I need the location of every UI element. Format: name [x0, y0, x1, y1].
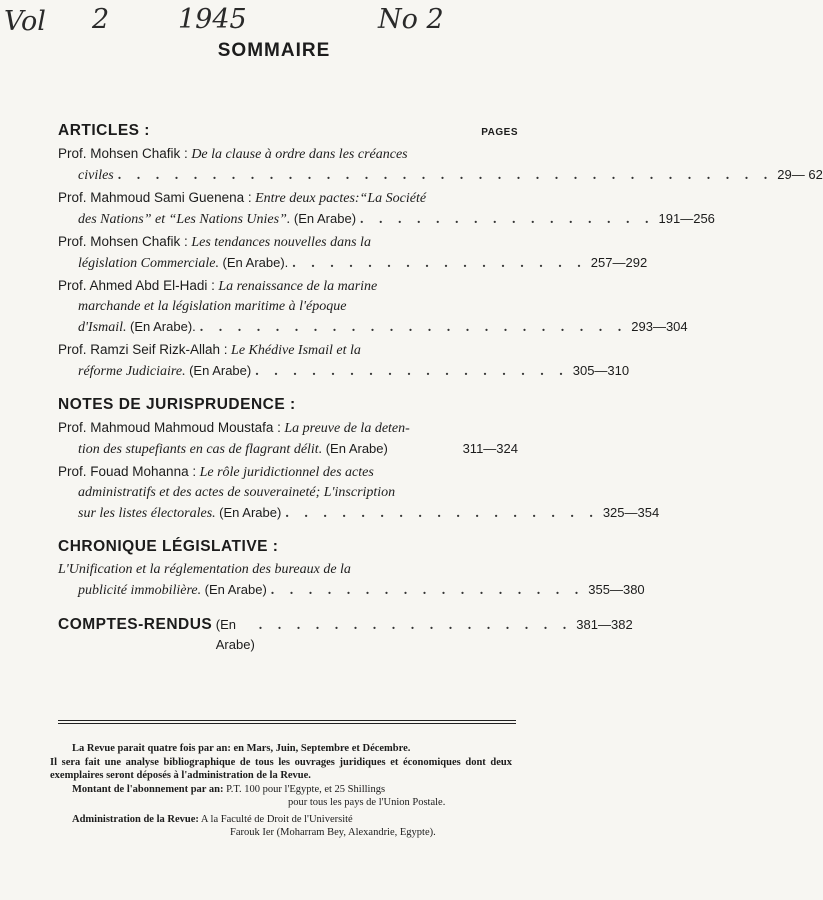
subscription-price-cont: pour tous les pays de l'Union Postale. — [288, 797, 446, 808]
entry-title: Le rôle juridictionnel des actes — [199, 465, 374, 480]
entry-language: (En Arabe) — [293, 211, 357, 226]
entry-author: Prof. Ahmed Abd El-Hadi : — [58, 278, 215, 293]
subscription-label: Montant de l'abonnement par an: — [72, 783, 224, 795]
entry-title-cont: législation Commerciale. — [78, 256, 220, 271]
footer-subscription — [50, 783, 512, 797]
entry-title: De la clause à ordre dans les créances — [191, 147, 408, 162]
leader-dots: . . . . . . . . . . . . . . . . — [360, 212, 655, 227]
leader-dots: . . . . . . . . . . . . . . . . . . . . . . . — [199, 320, 628, 335]
entry-language: (En Arabe). — [222, 255, 289, 270]
handwritten-issue-number: No 2 — [378, 4, 444, 35]
entry-language: (En Arabe). — [130, 319, 196, 334]
leader-dots: . . . . . . . . . . . . . . . . . — [270, 583, 585, 598]
entry-pages: 191—256 — [658, 211, 715, 226]
section-heading: NOTES DE JURISPRUDENCE : — [58, 396, 296, 413]
toc-entry — [58, 418, 518, 460]
entry-author: Prof. Mohsen Chafik : — [58, 234, 188, 249]
footer-notice — [50, 742, 512, 840]
entry-language: (En Arabe) — [325, 441, 388, 456]
entry-pages: 355—380 — [588, 582, 645, 597]
administration-address-cont: Farouk Ier (Moharram Bey, Alexandrie, Egypte). — [230, 827, 436, 838]
entry-pages: 29— 62 — [777, 167, 823, 182]
handwritten-vol: Vol — [4, 6, 46, 37]
entry-author: Prof. Mohsen Chafik : — [58, 146, 188, 161]
entry-title-cont: des Nations” et “Les Nations Unies”. — [78, 212, 291, 227]
entry-pages: 311—324 — [462, 441, 518, 456]
handwritten-annotation — [0, 4, 548, 44]
toc-entry — [58, 340, 630, 382]
administration-label: Administration de la Revue: — [72, 813, 199, 825]
entry-title: La preuve de la deten- — [284, 421, 410, 436]
toc-entry-comptes-rendus — [58, 615, 633, 655]
entry-title-cont: publicité immobilière. — [78, 583, 202, 598]
pages-column-label: PAGES — [481, 127, 518, 138]
entry-title-cont: réforme Judiciaire. — [78, 364, 186, 379]
leader-dots: . . . . . . . . . . . . . . . . — [292, 256, 587, 271]
handwritten-vol-number: 2 — [92, 4, 110, 35]
section-articles-header — [58, 122, 518, 140]
entry-title: Entre deux pactes:“La Société — [255, 191, 427, 206]
entry-title-cont: marchande et la législation maritime à l'époque — [78, 299, 347, 314]
footer-publication-schedule: La Revue parait quatre fois par an: en Mars, Juin, Septembre et Décembre. — [72, 743, 411, 754]
entry-language: (En Arabe) — [215, 617, 255, 652]
entry-language: (En Arabe) — [204, 582, 267, 597]
entry-author: Prof. Ramzi Seif Rizk-Allah : — [58, 342, 228, 357]
section-heading: COMPTES-RENDUS — [58, 616, 213, 633]
toc-entry — [58, 188, 715, 230]
entry-title-cont: administratifs et des actes de souveraineté; L'inscription — [78, 485, 396, 500]
page-title: SOMMAIRE — [217, 40, 331, 61]
entry-title-cont: civiles — [78, 168, 114, 183]
entry-title-cont: tion des stupefiants en cas de flagrant délit. — [78, 442, 323, 457]
table-of-contents — [58, 122, 823, 657]
section-heading: ARTICLES : — [58, 122, 150, 139]
entry-title: La renaissance de la marine — [218, 279, 378, 294]
entry-title-cont: d'Ismail. — [78, 320, 127, 335]
entry-title-cont: sur les listes électorales. — [78, 506, 216, 521]
toc-entry — [58, 276, 688, 338]
subscription-price: P.T. 100 pour l'Egypte, et 25 Shillings — [226, 783, 386, 795]
toc-entry — [58, 462, 660, 524]
toc-entry — [58, 232, 648, 274]
footer-bibliography-note: Il sera fait une analyse bibliographique de tous les ouvrages juridiques et économiques dont deux exemplaires seront déposés à l'administration de la Revue. — [50, 756, 512, 781]
entry-pages: 257—292 — [590, 255, 648, 270]
footer-administration — [50, 813, 512, 827]
entry-pages: 325—354 — [602, 505, 660, 520]
entry-pages: 305—310 — [572, 363, 630, 378]
entry-author: Prof. Mahmoud Sami Guenena : — [58, 190, 252, 205]
toc-entry — [58, 144, 823, 186]
entry-author: Prof. Mahmoud Mahmoud Moustafa : — [58, 420, 281, 435]
leader-dots: . . . . . . . . . . . . . . . . . . . . . . . . . . . . . . . . . . . — [117, 168, 774, 183]
double-rule-divider — [58, 720, 516, 726]
entry-title: L'Unification et la réglementation des bureaux de la — [58, 562, 351, 577]
toc-entry — [58, 560, 645, 601]
administration-address: A la Faculté de Droit de l'Université — [200, 813, 353, 825]
section-notes-header — [58, 396, 518, 414]
entry-title: Le Khédive Ismail et la — [231, 343, 361, 358]
leader-dots: . . . . . . . . . . . . . . . . . — [255, 364, 569, 379]
entry-title: Les tendances nouvelles dans la — [191, 235, 371, 250]
handwritten-year: 1945 — [178, 4, 247, 35]
entry-author: Prof. Fouad Mohanna : — [58, 464, 197, 479]
leader-dots: . . . . . . . . . . . . . . . . . — [258, 618, 573, 633]
entry-language: (En Arabe) — [189, 363, 252, 378]
entry-pages: 381—382 — [576, 617, 633, 632]
section-heading: CHRONIQUE LÉGISLATIVE : — [58, 538, 279, 555]
entry-pages: 293—304 — [631, 319, 688, 334]
leader-dots: . . . . . . . . . . . . . . . . . — [285, 506, 599, 521]
entry-language: (En Arabe) — [219, 505, 282, 520]
section-chronique-header — [58, 538, 518, 556]
